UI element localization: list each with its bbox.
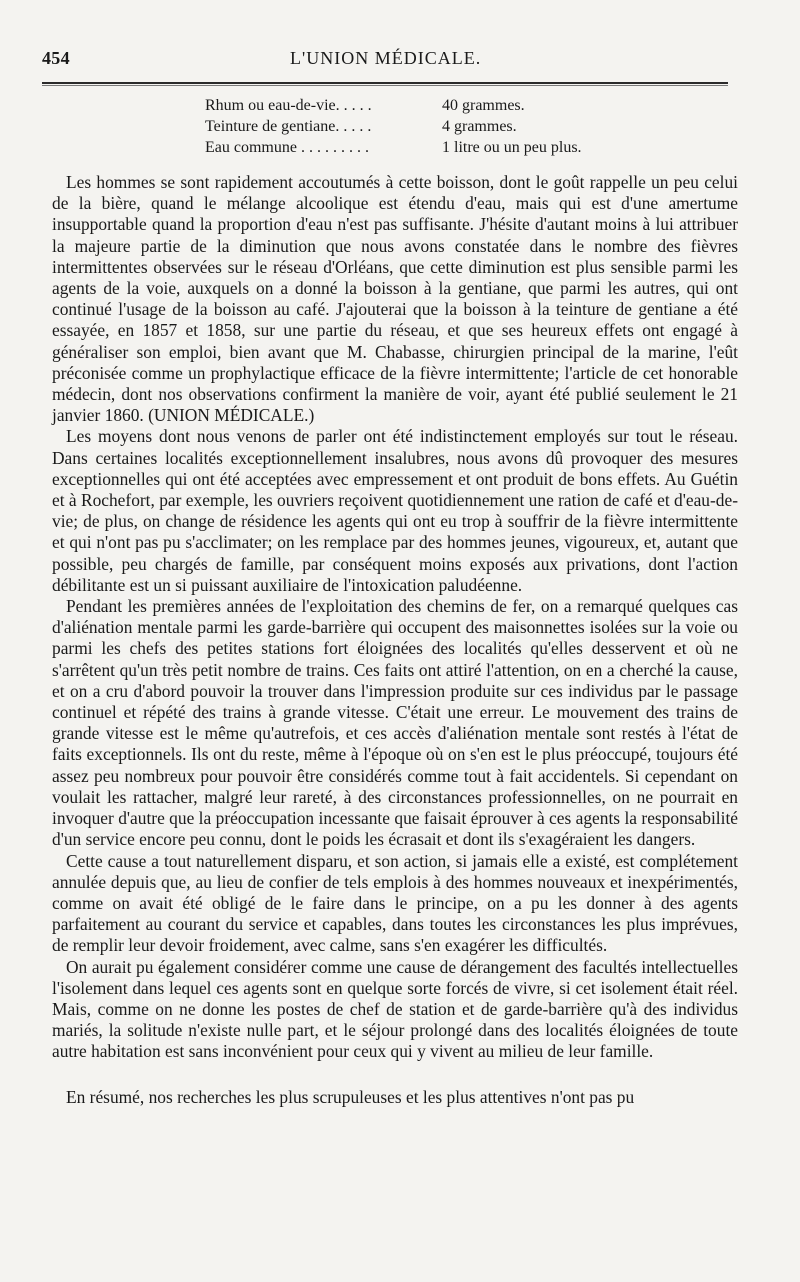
recipe-list	[205, 95, 655, 158]
paragraph-mental-alienation: Pendant les premières années de l'exploitation des chemins de fer, on a remarqué quelques cas d'aliénation mentale parmi les garde-barrière qui occupent des maisonnettes isolées sur la voie ou parmi les chefs des petites stations fort éloignées des localités qu'elles desservent et où ne s'arrêtent qu'un très petit nombre de trains. Ces faits ont attiré l'attention, on en a cherché la cause, et on a cru d'abord pouvoir la trouver dans l'impression produite sur ces individus par le passage continuel et répété des trains à grande vitesse. C'était une erreur. Le mouvement des trains de grande vitesse est le même qu'autrefois, et ces accès d'aliénation mentale sont restés à l'état de faits exceptionnels. Ils ont du reste, même à l'époque où on s'en est le plus préoccupé, toujours été assez peu nombreux pour pouvoir être considérés comme tout à fait accidentels. Si cependant on voulait les rattacher, malgré leur rareté, à des circonstances professionnelles, on ne pourrait en invoquer d'autre que la préoccupation incessante que faisait éprouver à ces agents la responsabilité d'un service encore peu connu, dont le poids les écrasait et dont ils s'exagéraient les dangers.	[52, 596, 738, 850]
recipe-ingredient: Teinture de gentiane. . . . .	[205, 118, 372, 135]
recipe-ingredient: Eau commune . . . . . . . . .	[205, 139, 369, 156]
paragraph-summary: En résumé, nos recherches les plus scrupuleuses et les plus attentives n'ont pas pu	[66, 1086, 635, 1107]
recipe-quantity: 1 litre ou un peu plus.	[442, 139, 582, 156]
running-title: L'UNION MÉDICALE.	[290, 48, 482, 68]
body-text	[52, 172, 738, 1108]
paragraph-cause-disappeared: Cette cause a tout naturellement disparu, et son action, si jamais elle a existé, est complétement annulée depuis que, au lieu de confier de tels emplois à des hommes nouveaux et inexpérimentés, comme on avait été obligé de le faire dans le principe, on a pu les donner à des agents parfaitement au courant du service et capables, dans toutes les circonstances les plus imprévues, de remplir leur devoir froidement, avec calme, sans s'en exagérer les difficultés.	[52, 850, 738, 956]
page-number: 454	[42, 48, 70, 68]
recipe-ingredient: Rhum ou eau-de-vie. . . . .	[205, 97, 372, 114]
recipe-quantity: 4 grammes.	[442, 118, 517, 135]
header-rule	[42, 82, 728, 86]
paragraph-isolation: On aurait pu également considérer comme une cause de dérangement des facultés intellectuelles l'isolement dans lequel ces agents sont en quelque sorte forcés de vivre, si cet isolement était réel. Mais, comme on ne donne les postes de chef de station et de garde-barrière qu'à des individus mariés, la solitude n'existe nulle part, et le séjour prolongé dans des localités éloignées de toute autre habitation est sans inconvénient pour ceux qui y vivent au milieu de leur famille.	[52, 956, 738, 1062]
paragraph-unhealthy-localities: Les moyens dont nous venons de parler ont été indistinctement employés sur tout le réseau. Dans certaines localités exceptionnellement insalubres, nous avons dû provoquer des mesures exceptionnelles qui ont été acceptées avec empressement et ont produit de bons effets. Au Guétin et à Rochefort, par exemple, les ouvriers reçoivent quotidiennement une ration de café et d'eau-de-vie; de plus, on change de résidence les agents qui ont eu trop à souffrir de la fièvre intermittente et qui n'ont pas pu s'acclimater; on les remplace par des hommes jeunes, vigoureux, et, autant que possible, peu chargés de famille, par conséquent moins exposés aux privations, dont l'action débilitante est un si puissant auxiliaire de l'intoxication paludéenne.	[52, 426, 738, 595]
page-header	[42, 48, 732, 74]
recipe-row	[205, 137, 655, 158]
recipe-row	[205, 95, 655, 116]
recipe-quantity: 40 grammes.	[442, 97, 525, 114]
paragraph-gentian-drink: Les hommes se sont rapidement accoutumés à cette boisson, dont le goût rappelle un peu celui de la bière, quand le mélange alcoolique est étendu d'eau, mais qui est d'une amertume insupportable quand la proportion d'eau n'est pas suffisante. J'hésite d'autant moins à lui attribuer la majeure partie de la diminution que nous avons constatée dans le nombre des fièvres intermittentes observées sur le réseau d'Orléans, que cette diminution est plus sensible parmi les agents de la voie, auxquels on a donné la boisson à la gentiane, que parmi les autres, qui ont continué l'usage de la boisson au café. J'ajouterai que la boisson à la teinture de gentiane a été essayée, en 1857 et 1858, sur une partie du réseau, et que ses heureux effets ont engagé à généraliser son emploi, bien avant que M. Chabasse, chirurgien principal de la marine, l'eût préconisée comme un prophylactique efficace de la fièvre intermittente; l'article de cet honorable médecin, dont nos observations confirment la manière de voir, ayant été publié seulement le 21 janvier 1860. (UNION MÉDICALE.)	[52, 172, 738, 426]
recipe-row	[205, 116, 655, 137]
